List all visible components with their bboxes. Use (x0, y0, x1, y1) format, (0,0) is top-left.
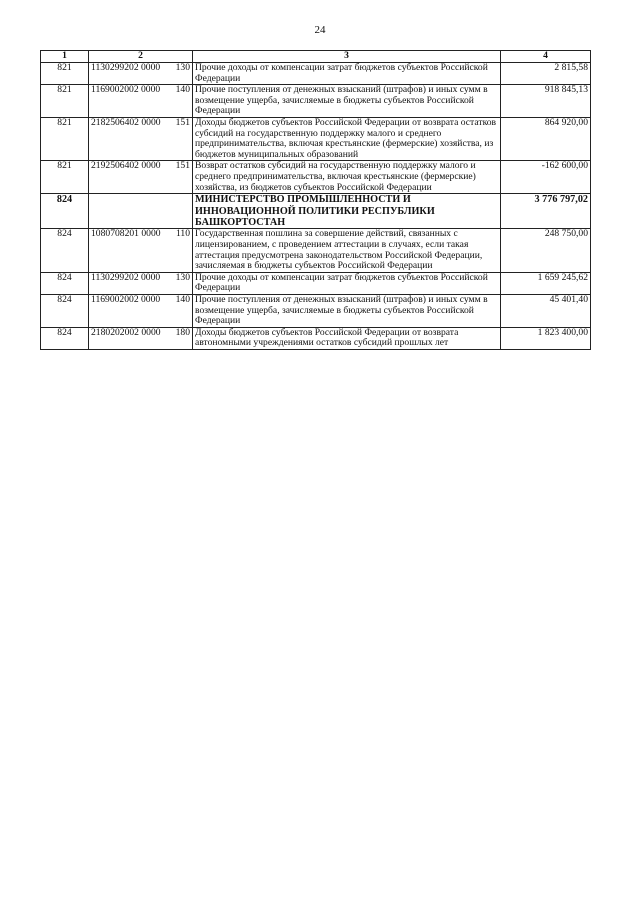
description-cell: Доходы бюджетов субъектов Российской Федерации от возврата остатков субсидий на государственную поддержку малого и среднего предпринимательства, включая крестьянские (фермерские) хозяйства, из бюджетов муниципальных образований (193, 117, 501, 160)
admin-code-cell: 824 (41, 272, 89, 294)
admin-code-cell: 824 (41, 294, 89, 327)
revenue-subcode: 110 (175, 228, 190, 240)
admin-code-cell: 821 (41, 161, 89, 194)
table-row (41, 229, 591, 272)
column-header-2: 2 (89, 51, 193, 63)
amount-cell: 918 845,13 (501, 85, 591, 118)
revenue-code-cell (89, 294, 193, 327)
amount-cell: 1 659 245,62 (501, 272, 591, 294)
amount-cell: -162 600,00 (501, 161, 591, 194)
amount-cell: 248 750,00 (501, 229, 591, 272)
admin-code-cell: 824 (41, 327, 89, 349)
revenue-code: 1130299202 0000 (91, 271, 161, 283)
revenue-subcode: 140 (175, 293, 190, 305)
table-header-row (41, 51, 591, 63)
table-row (41, 327, 591, 349)
revenue-subcode: 140 (175, 84, 190, 96)
revenue-code: 2182506402 0000 (91, 116, 161, 128)
table-row (41, 161, 591, 194)
revenue-code: 2180202002 0000 (91, 326, 161, 338)
admin-code-cell: 821 (41, 117, 89, 160)
revenue-code: 2192506402 0000 (91, 160, 161, 172)
page-number: 24 (314, 24, 326, 36)
admin-code-cell: 824 (41, 229, 89, 272)
revenue-subcode: 151 (175, 116, 190, 128)
revenue-code-cell (89, 117, 193, 160)
table-row (41, 117, 591, 160)
revenue-subcode: 130 (175, 62, 190, 73)
revenue-code-cell (89, 327, 193, 349)
revenue-code: 1169002002 0000 (91, 84, 161, 96)
description-cell: Прочие поступления от денежных взысканий (штрафов) и иных сумм в возмещение ущерба, зачисляемые в бюджеты субъектов Российской Федерации (193, 85, 501, 118)
amount-cell: 3 776 797,02 (501, 194, 591, 229)
description-cell: Возврат остатков субсидий на государственную поддержку малого и среднего предпринимательства, включая крестьянские (фермерские) хозяйства, из бюджетов субъектов Российской Федерации (193, 161, 501, 194)
description-cell: Государственная пошлина за совершение действий, связанных с лицензированием, с проведением аттестации в случаях, если такая аттестация предусмотрена законодательством Российской Федерации, зачисляемая в бюджеты субъектов Российской Федерации (193, 229, 501, 272)
column-header-3: 3 (193, 51, 501, 63)
description-cell: Прочие доходы от компенсации затрат бюджетов субъектов Российской Федерации (193, 272, 501, 294)
revenue-code-cell (89, 63, 193, 85)
description-cell: Доходы бюджетов субъектов Российской Федерации от возврата автономными учреждениями остатков субсидий прошлых лет (193, 327, 501, 349)
admin-code-cell: 821 (41, 85, 89, 118)
table-row (41, 194, 591, 229)
revenue-subcode: 130 (175, 271, 190, 283)
table-row (41, 272, 591, 294)
amount-cell: 1 823 400,00 (501, 327, 591, 349)
admin-code-cell: 821 (41, 63, 89, 85)
revenue-code: 1080708201 0000 (91, 228, 161, 240)
revenue-code-cell (89, 194, 193, 229)
revenue-code: 1130299202 0000 (91, 62, 161, 73)
table-row (41, 85, 591, 118)
budget-revenue-table (40, 50, 591, 350)
table-row (41, 294, 591, 327)
revenue-code-cell (89, 161, 193, 194)
description-cell: Прочие поступления от денежных взысканий (штрафов) и иных сумм в возмещение ущерба, зачисляемые в бюджеты субъектов Российской Федерации (193, 294, 501, 327)
description-cell: МИНИСТЕРСТВО ПРОМЫШЛЕННОСТИ И ИННОВАЦИОННОЙ ПОЛИТИКИ РЕСПУБЛИКИ БАШКОРТОСТАН (193, 194, 501, 229)
admin-code-cell: 824 (41, 194, 89, 229)
column-header-1: 1 (41, 51, 89, 63)
table-row (41, 63, 591, 85)
amount-cell: 864 920,00 (501, 117, 591, 160)
table-body (41, 63, 591, 350)
revenue-code: 1169002002 0000 (91, 293, 161, 305)
revenue-code-cell (89, 229, 193, 272)
revenue-code-cell (89, 272, 193, 294)
revenue-subcode: 151 (175, 160, 190, 172)
revenue-code-cell (89, 85, 193, 118)
description-cell: Прочие доходы от компенсации затрат бюджетов субъектов Российской Федерации (193, 63, 501, 85)
column-header-4: 4 (501, 51, 591, 63)
amount-cell: 2 815,58 (501, 63, 591, 85)
amount-cell: 45 401,40 (501, 294, 591, 327)
revenue-subcode: 180 (175, 326, 190, 338)
